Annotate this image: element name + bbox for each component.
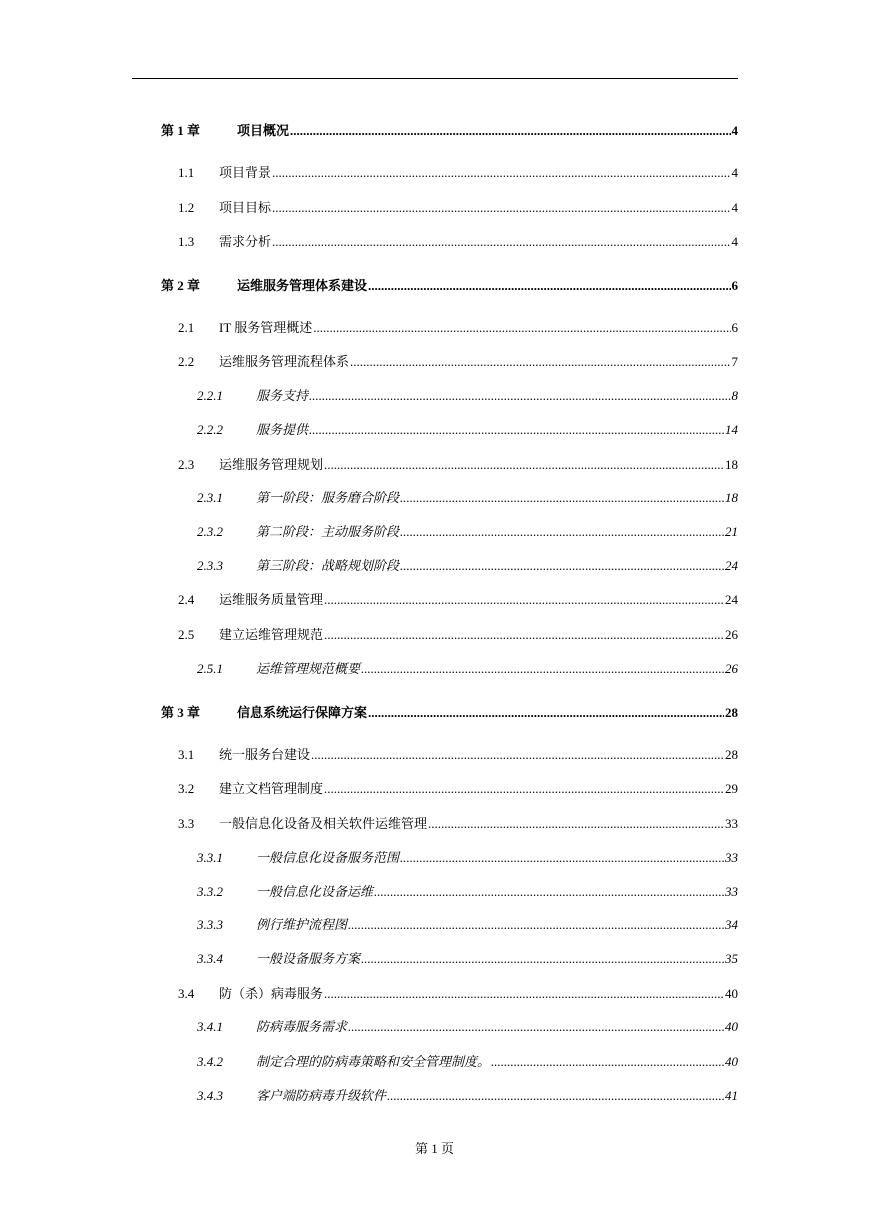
toc-entry-page-number: 4 — [731, 234, 738, 249]
toc-chapter-entry[interactable] — [161, 277, 738, 295]
toc-subsection-entry[interactable] — [197, 523, 738, 541]
toc-section-entry[interactable] — [178, 985, 738, 1003]
toc-entry-title: 第一阶段：服务磨合阶段 — [256, 490, 400, 505]
toc-section-entry[interactable] — [178, 456, 738, 474]
toc-dot-leader — [491, 1053, 724, 1071]
toc-chapter-entry[interactable] — [161, 122, 738, 140]
toc-entry-title: 运维管理规范概要 — [256, 661, 361, 676]
toc-section-entry[interactable] — [178, 591, 738, 609]
toc-entry-page-number: 26 — [725, 627, 738, 642]
toc-entry-number: 3.3 — [178, 816, 195, 831]
toc-dot-leader — [324, 456, 724, 474]
toc-entry-page-number: 28 — [725, 747, 738, 762]
toc-entry-title: 服务提供 — [256, 422, 309, 437]
toc-dot-leader — [348, 916, 724, 934]
toc-section-entry[interactable] — [178, 815, 738, 833]
toc-entry-page-number: 4 — [731, 165, 738, 180]
toc-subsection-entry[interactable] — [197, 421, 738, 439]
toc-subsection-entry[interactable] — [197, 1087, 738, 1105]
toc-entry-number: 2.4 — [178, 592, 195, 607]
toc-entry-number: 3.3.1 — [197, 850, 223, 865]
toc-entry-number: 3.3.2 — [197, 884, 223, 899]
toc-entry-title: 统一服务台建设 — [219, 747, 311, 762]
toc-entry-number: 2.5.1 — [197, 661, 223, 676]
toc-entry-number: 3.4.1 — [197, 1019, 223, 1034]
toc-entry-page-number: 4 — [731, 123, 738, 138]
toc-entry-title: 客户端防病毒升级软件 — [256, 1088, 387, 1103]
header-rule — [132, 78, 738, 79]
toc-entry-title: 一般信息化设备服务范围 — [256, 850, 400, 865]
toc-entry-title: 制定合理的防病毒策略和安全管理制度。 — [256, 1054, 491, 1069]
toc-entry-number: 3.4.3 — [197, 1088, 223, 1103]
toc-entry-page-number: 41 — [725, 1088, 738, 1103]
toc-entry-number: 3.3.4 — [197, 951, 223, 966]
toc-entry-number: 第 1 章 — [161, 123, 201, 138]
toc-section-entry[interactable] — [178, 199, 738, 217]
toc-entry-title: 一般设备服务方案 — [256, 951, 361, 966]
toc-subsection-entry[interactable] — [197, 660, 738, 678]
toc-entry-title: 防病毒服务需求 — [256, 1019, 348, 1034]
toc-section-entry[interactable] — [178, 746, 738, 764]
toc-chapter-entry[interactable] — [161, 704, 738, 722]
toc-entry-page-number: 26 — [725, 661, 738, 676]
toc-entry-page-number: 6 — [731, 278, 738, 293]
toc-entry-title: IT 服务管理概述 — [219, 320, 313, 335]
toc-dot-leader — [324, 626, 724, 644]
toc-entry-number: 3.3.3 — [197, 917, 223, 932]
toc-entry-title: 服务支持 — [256, 388, 309, 403]
toc-section-entry[interactable] — [178, 319, 738, 337]
toc-entry-title: 第三阶段：战略规划阶段 — [256, 558, 400, 573]
toc-entry-number: 2.3.2 — [197, 524, 223, 539]
toc-entry-page-number: 8 — [731, 388, 738, 403]
toc-subsection-entry[interactable] — [197, 489, 738, 507]
toc-entry-number: 1.3 — [178, 234, 195, 249]
toc-section-entry[interactable] — [178, 233, 738, 251]
toc-entry-page-number: 14 — [725, 422, 738, 437]
toc-entry-number: 2.3.1 — [197, 490, 223, 505]
toc-dot-leader — [368, 277, 730, 295]
toc-subsection-entry[interactable] — [197, 883, 738, 901]
toc-entry-number: 2.2.1 — [197, 388, 223, 403]
toc-section-entry[interactable] — [178, 164, 738, 182]
toc-entry-page-number: 4 — [731, 200, 738, 215]
toc-dot-leader — [311, 746, 724, 764]
toc-section-entry[interactable] — [178, 353, 738, 371]
toc-dot-leader — [324, 985, 724, 1003]
toc-entry-number: 2.2.2 — [197, 422, 223, 437]
toc-subsection-entry[interactable] — [197, 557, 738, 575]
toc-entry-page-number: 33 — [725, 884, 738, 899]
toc-entry-title: 一般信息化设备及相关软件运维管理 — [219, 816, 428, 831]
toc-subsection-entry[interactable] — [197, 916, 738, 934]
toc-entry-title: 运维服务管理体系建设 — [237, 278, 368, 293]
toc-subsection-entry[interactable] — [197, 950, 738, 968]
toc-entry-title: 项目目标 — [219, 200, 272, 215]
toc-entry-title: 运维服务质量管理 — [219, 592, 324, 607]
toc-entry-number: 第 2 章 — [161, 278, 201, 293]
toc-dot-leader — [272, 233, 730, 251]
toc-entry-number: 2.1 — [178, 320, 195, 335]
toc-entry-number: 2.2 — [178, 354, 195, 369]
toc-entry-title: 需求分析 — [219, 234, 272, 249]
toc-dot-leader — [272, 199, 730, 217]
toc-dot-leader — [428, 815, 724, 833]
toc-entry-page-number: 40 — [725, 1019, 738, 1034]
toc-dot-leader — [309, 387, 730, 405]
toc-entry-title: 项目概况 — [237, 123, 290, 138]
toc-dot-leader — [272, 164, 730, 182]
toc-entry-number: 1.1 — [178, 165, 195, 180]
toc-dot-leader — [361, 660, 724, 678]
toc-entry-page-number: 33 — [725, 816, 738, 831]
toc-entry-number: 2.3 — [178, 457, 195, 472]
toc-entry-number: 1.2 — [178, 200, 195, 215]
toc-entry-page-number: 34 — [725, 917, 738, 932]
toc-entry-title: 第二阶段：主动服务阶段 — [256, 524, 400, 539]
toc-entry-page-number: 18 — [725, 490, 738, 505]
toc-dot-leader — [368, 704, 724, 722]
toc-entry-title: 运维服务管理规划 — [219, 457, 324, 472]
toc-dot-leader — [348, 1018, 724, 1036]
toc-entry-title: 一般信息化设备运维 — [256, 884, 374, 899]
toc-subsection-entry[interactable] — [197, 1053, 738, 1071]
toc-dot-leader — [400, 489, 724, 507]
toc-entry-title: 防（杀）病毒服务 — [219, 986, 324, 1001]
toc-dot-leader — [324, 780, 724, 798]
toc-entry-page-number: 21 — [725, 524, 738, 539]
toc-subsection-entry[interactable] — [197, 849, 738, 867]
toc-entry-title: 项目背景 — [219, 165, 272, 180]
toc-dot-leader — [374, 883, 724, 901]
toc-entry-title: 例行维护流程图 — [256, 917, 348, 932]
toc-entry-title: 信息系统运行保障方案 — [237, 705, 368, 720]
toc-dot-leader — [400, 557, 724, 575]
toc-entry-number: 2.3.3 — [197, 558, 223, 573]
toc-section-entry[interactable] — [178, 626, 738, 644]
toc-dot-leader — [387, 1087, 724, 1105]
toc-entry-title: 建立运维管理规范 — [219, 627, 324, 642]
toc-entry-number: 3.2 — [178, 781, 195, 796]
toc-dot-leader — [400, 849, 724, 867]
toc-dot-leader — [309, 421, 724, 439]
toc-entry-page-number: 24 — [725, 558, 738, 573]
toc-dot-leader — [350, 353, 730, 371]
page-number-footer: 第 1 页 — [414, 1141, 454, 1156]
toc-dot-leader — [400, 523, 724, 541]
toc-dot-leader — [324, 591, 724, 609]
toc-entry-number: 3.1 — [178, 747, 195, 762]
toc-entry-page-number: 7 — [731, 354, 738, 369]
toc-subsection-entry[interactable] — [197, 1018, 738, 1036]
toc-subsection-entry[interactable] — [197, 387, 738, 405]
toc-entry-title: 运维服务管理流程体系 — [219, 354, 350, 369]
toc-entry-page-number: 18 — [725, 457, 738, 472]
toc-entry-page-number: 28 — [725, 705, 738, 720]
toc-entry-page-number: 40 — [725, 1054, 738, 1069]
toc-entry-number: 3.4 — [178, 986, 195, 1001]
toc-entry-page-number: 33 — [725, 850, 738, 865]
toc-entry-title: 建立文档管理制度 — [219, 781, 324, 796]
toc-dot-leader — [290, 122, 730, 140]
toc-entry-page-number: 40 — [725, 986, 738, 1001]
toc-entry-page-number: 24 — [725, 592, 738, 607]
toc-entry-page-number: 35 — [725, 951, 738, 966]
toc-entry-number: 3.4.2 — [197, 1054, 223, 1069]
toc-section-entry[interactable] — [178, 780, 738, 798]
toc-entry-number: 2.5 — [178, 627, 195, 642]
toc-dot-leader — [313, 319, 730, 337]
toc-dot-leader — [361, 950, 724, 968]
toc-entry-page-number: 29 — [725, 781, 738, 796]
toc-entry-page-number: 6 — [731, 320, 738, 335]
toc-entry-number: 第 3 章 — [161, 705, 201, 720]
